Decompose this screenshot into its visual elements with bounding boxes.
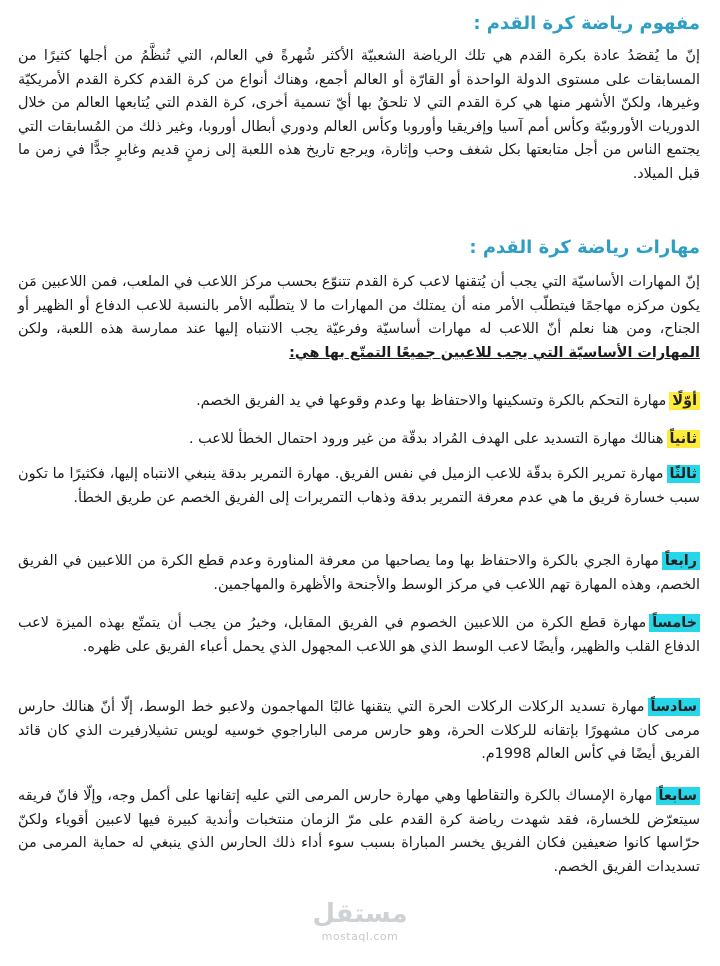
- section-title-football-concept: مفهوم رياضة كرة القدم :: [473, 13, 700, 34]
- skill-marker-4: رابعاً: [662, 552, 700, 570]
- football-concept-paragraph: إنّ ما يُقصَدُ عادة بكرة القدم هي تلك الرياضة الشعبيّة الأكثر شُهرةً في العالم، التي تُنظَّمُ من أجلها كثيرًا من المسابقات على مستوى الدولة الواحدة أو القارّة أو العالم أجمع، وهناك أنواع من كرة القدم ككرة القدم الأمريكيّة وغيرها، ولكنّ الأشهر منها هي كرة القدم التي لا تلحقُ بها أيّ تسمية أخرى، كرة القدم التي يُتابعها العالم من خلال الدوريات الأوروبيّة وكأس أمم آسيا وإفريقيا وأوروبا وكأس العالم ودوري أبطال أوروبا، وغير ذلك من المُسابقات التي يجتمع الناس من أجل متابعتها بكل شغف وحب وإثارة، ويرجع تاريخ هذه اللعبة إلى زمنٍ قديم وغابرٍ جدًّا في زمن ما قبل الميلاد.: [18, 48, 700, 182]
- watermark-logo: مستقل: [312, 899, 408, 929]
- skills-intro-text: إنّ المهارات الأساسيّة التي يجب أن يُتقنها لاعب كرة القدم تتنوّع بحسب مركز اللاعب في الملعب، فمن اللاعبين مَن يكون مركزه مهاجمًا فيتطلّب الأمر منه أن يمتلك من المهارات ما لا يتطلّبه الأمر بالنسبة للاعب الدفاع أو الظهير أو الجناح، ومن هنا نعلم أنّ اللاعب له مهارات أساسيّة وفرعيّة يجب الانتباه إليها عند ممارسة هذه اللعبة، ولكن: [18, 274, 700, 338]
- skill-marker-2: ثانياً: [667, 430, 701, 448]
- skill-marker-3: ثالثًا: [667, 465, 701, 483]
- skill-marker-6: سادساً: [648, 698, 701, 716]
- skill-text-1: مهارة التحكم بالكرة وتسكينها والاحتفاظ بها وعدم وقوعها في يد الفريق الخصم.: [196, 393, 667, 409]
- skill-text-2: هنالك مهارة التسديد على الهدف المُراد بدقّة من غير ورود احتمال الخطأ للاعب .: [189, 431, 664, 447]
- skill-marker-5: خامساً: [649, 614, 700, 632]
- section-title-football-skills: مهارات رياضة كرة القدم :: [469, 237, 700, 258]
- skill-text-6: مهارة تسديد الركلات الركلات الحرة التي يتقنها غالبًا المهاجمون ولاعبو خط الوسط، إلّا أنّ هنالك حارس مرمى كان مشهورًا بإتقانه للركلات الحرة، وهو حارس مرمى الباراجوي خوسيه لويس تشيلارفيرت الذي كان قائد الفريق أيضًا في كأس العالم 1998م.: [18, 699, 700, 763]
- skill-item-3: [18, 463, 700, 510]
- watermark-url: mostaql.com: [321, 930, 399, 943]
- mostaql-watermark: [0, 898, 720, 944]
- skill-item-7: [18, 785, 700, 879]
- skill-text-4: مهارة الجري بالكرة والاحتفاظ بها وما يصاحبها من معرفة المناورة وعدم قطع الكرة من اللاعبين في الفريق الخصم، وهذه المهارة تهم اللاعب في مركز الوسط والأجنحة والأظهرة والمهاجمين.: [18, 553, 700, 593]
- skill-text-3: مهارة تمرير الكرة بدقّة للاعب الزميل في نفس الفريق. مهارة التمرير بدقة ينبغي الانتباه إليها، فكثيرًا ما تكون سبب خسارة فريق ما هي عدم معرفة التمرير بدقة وذهاب التمريرات إلى الفريق الخصم عن طريق الخطأ.: [18, 466, 700, 506]
- skills-intro-paragraph: [18, 271, 700, 365]
- skill-item-4: [18, 550, 700, 597]
- skills-intro-emphasis: المهارات الأساسيّة التي يجب للاعبين جميعًا التمتّع بها هي:: [289, 344, 700, 361]
- skill-item-6: [18, 696, 700, 767]
- skill-item-1: [18, 390, 700, 414]
- skill-marker-1: أوّلًا: [669, 392, 700, 410]
- skill-item-2: [18, 428, 700, 452]
- skill-item-5: [18, 612, 700, 659]
- skill-text-5: مهارة قطع الكرة من اللاعبين الخصوم في الفريق المقابل، وخيرُ من يجب أن يتمتّع بهذه الميزة لاعب الدفاع القلب والظهير، وأيضًا لاعب الوسط الذي هو اللاعب المجهول الذي يحمل أعباء الفريق على ظهره.: [18, 615, 700, 655]
- skill-marker-7: سابعاً: [656, 787, 701, 805]
- skill-text-7: مهارة الإمساك بالكرة والتقاطها وهي مهارة حارس المرمى التي عليه إتقانها على أكمل وجه، وإلّا فانّ فريقه سيتعرّض للخسارة، فقد شهدت رياضة كرة القدم على مرّ الزمان منتخبات وأندية كبيرة فيها لاعبين أقوياء ولكنّ حرّاسها كانوا ضعيفين فكان الفريق يخسر المباراة بسبب سوء أداء ذلك الحارس الذي ينبغي له حماية المرمى من تسديدات الفريق الخصم.: [18, 788, 700, 875]
